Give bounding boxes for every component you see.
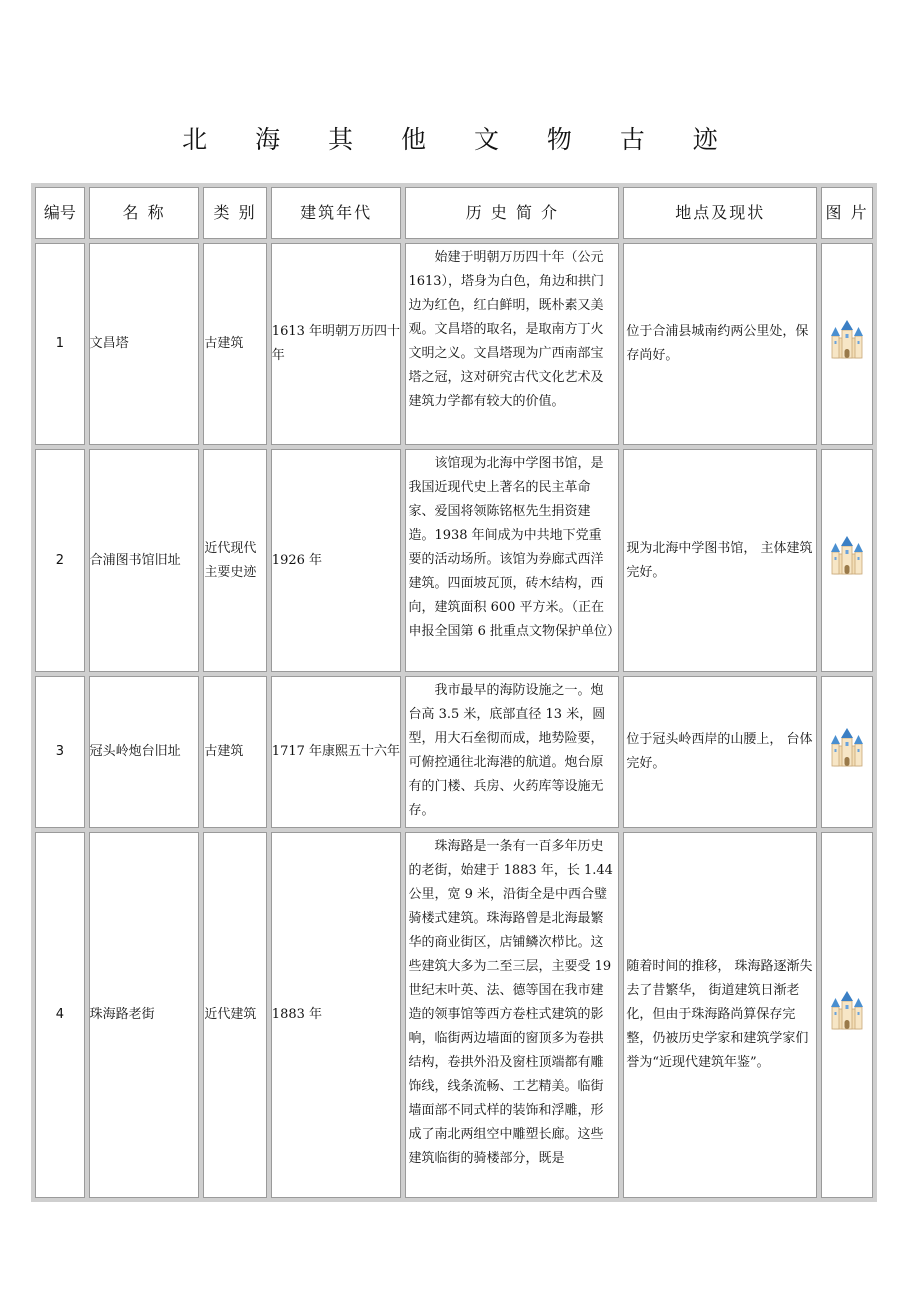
header-name: 名 称 bbox=[89, 187, 200, 239]
row-location: 位于冠头岭西岸的山腰上， 台体完好。 bbox=[623, 676, 817, 828]
row-era: 1883 年 bbox=[271, 832, 402, 1198]
row-era: 1717 年康熙五十六年 bbox=[271, 676, 402, 828]
castle-icon bbox=[830, 536, 864, 576]
row-name: 冠头岭炮台旧址 bbox=[89, 676, 200, 828]
row-location: 现为北海中学图书馆， 主体建筑完好。 bbox=[623, 449, 817, 672]
header-image: 图 片 bbox=[821, 187, 873, 239]
row-history: 该馆现为北海中学图书馆，是我国近现代史上著名的民主革命家、爱国将领陈铭枢先生捐资建造。1938 年间成为中共地下党重要的活动场所。该馆为券廊式西洋建筑。四面坡瓦顶，砖木结构，西向，建筑面积 600 平方米。（正在申报全国第 6 批重点文物保护单位） bbox=[405, 449, 619, 672]
row-category: 古建筑 bbox=[203, 676, 266, 828]
header-location: 地点及现状 bbox=[623, 187, 817, 239]
table-row bbox=[35, 676, 873, 828]
page-title: 北 海 其 他 文 物 古 迹 bbox=[182, 125, 738, 154]
row-image bbox=[821, 676, 873, 828]
castle-icon bbox=[830, 320, 864, 360]
row-era: 1926 年 bbox=[271, 449, 402, 672]
relics-table bbox=[31, 183, 877, 1202]
header-category: 类 别 bbox=[203, 187, 266, 239]
row-name: 合浦图书馆旧址 bbox=[89, 449, 200, 672]
row-location: 位于合浦县城南约两公里处，保存尚好。 bbox=[623, 243, 817, 445]
row-history: 我市最早的海防设施之一。炮台高 3.5 米，底部直径 13 米，圆型，用大石垒彻而成，地势险要，可俯控通往北海港的航道。炮台原有的门楼、兵房、火药库等设施无存。 bbox=[405, 676, 619, 828]
row-history: 珠海路是一条有一百多年历史的老街，始建于 1883 年，长 1.44 公里，宽 9 米，沿街全是中西合璧骑楼式建筑。珠海路曾是北海最繁华的商业街区，店铺鳞次栉比。这些建筑大多为二至三层，主要受 19 世纪末叶英、法、德等国在我市建造的领事馆等西方卷柱式建筑的影响，临街两边墙面的窗顶多为卷拱结构，卷拱外沿及窗柱顶端都有雕饰线，线条流畅、工艺精美。临街墙面部不同式样的装饰和浮雕，形成了南北两组空中雕塑长廊。这些建筑临街的骑楼部分，既是 bbox=[405, 832, 619, 1198]
row-image bbox=[821, 449, 873, 672]
row-category: 近代建筑 bbox=[203, 832, 266, 1198]
row-history: 始建于明朝万历四十年（公元 1613），塔身为白色，角边和拱门边为红色，红白鲜明，既朴素又美观。文昌塔的取名，是取南方丁火文明之义。文昌塔现为广西南部宝塔之冠，这对研究古代文化艺术及建筑力学都有较大的价值。 bbox=[405, 243, 619, 445]
table-row bbox=[35, 832, 873, 1198]
row-num: 2 bbox=[35, 449, 85, 672]
row-category: 古建筑 bbox=[203, 243, 266, 445]
header-history: 历 史 简 介 bbox=[405, 187, 619, 239]
row-image bbox=[821, 832, 873, 1198]
table-row bbox=[35, 243, 873, 445]
table-row bbox=[35, 449, 873, 672]
header-num: 编号 bbox=[35, 187, 85, 239]
row-num: 3 bbox=[35, 676, 85, 828]
row-location: 随着时间的推移， 珠海路逐渐失去了昔繁华， 街道建筑日渐老化，但由于珠海路尚算保存完整，仍被历史学家和建筑学家们誉为“近现代建筑年鉴”。 bbox=[623, 832, 817, 1198]
castle-icon bbox=[830, 728, 864, 768]
row-num: 1 bbox=[35, 243, 85, 445]
row-name: 珠海路老街 bbox=[89, 832, 200, 1198]
row-category: 近代现代主要史迹 bbox=[203, 449, 266, 672]
row-image bbox=[821, 243, 873, 445]
row-num: 4 bbox=[35, 832, 85, 1198]
row-name: 文昌塔 bbox=[89, 243, 200, 445]
header-era: 建筑年代 bbox=[271, 187, 402, 239]
table-header-row bbox=[35, 187, 873, 239]
row-era: 1613 年明朝万历四十年 bbox=[271, 243, 402, 445]
castle-icon bbox=[830, 991, 864, 1031]
